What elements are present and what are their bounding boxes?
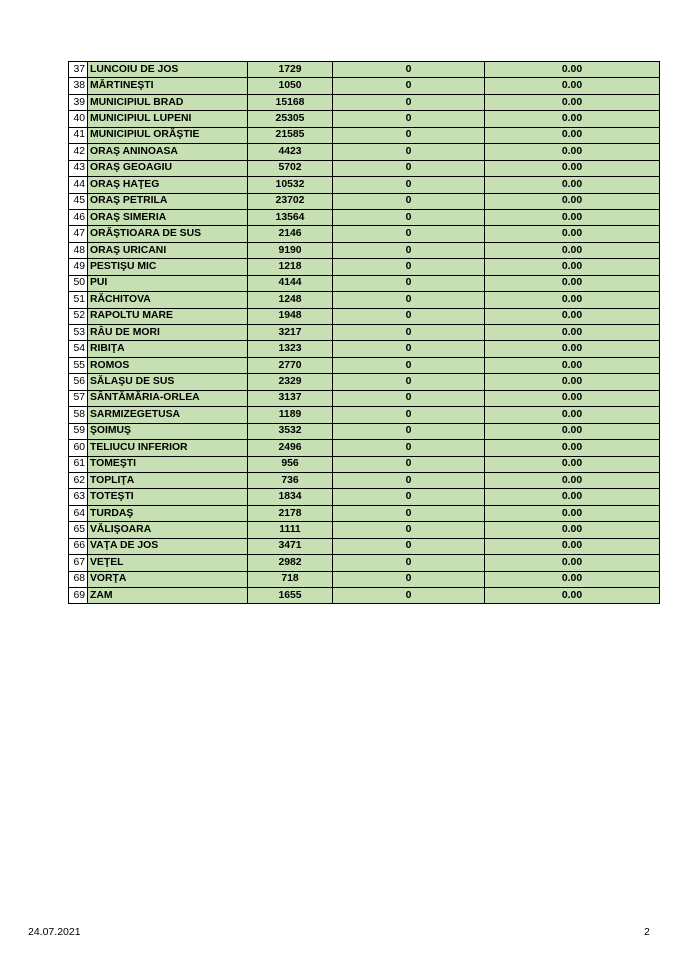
rate-cell: 0.00 [485,407,660,423]
locality-name-cell: VĂLIŞOARA [88,522,248,538]
row-index-cell: 65 [69,522,88,538]
population-cell: 10532 [248,177,333,193]
locality-name-cell: MUNICIPIUL ORĂŞTIE [88,127,248,143]
table-row [69,78,660,94]
population-cell: 956 [248,456,333,472]
table-row [69,209,660,225]
population-cell: 23702 [248,193,333,209]
cases-cell: 0 [333,555,485,571]
rate-cell: 0.00 [485,292,660,308]
cases-cell: 0 [333,144,485,160]
population-cell: 25305 [248,111,333,127]
population-cell: 1834 [248,489,333,505]
table-row [69,588,660,604]
row-index-cell: 55 [69,357,88,373]
rate-cell: 0.00 [485,94,660,110]
row-index-cell: 66 [69,538,88,554]
table-row [69,160,660,176]
population-cell: 2770 [248,357,333,373]
locality-name-cell: PUI [88,275,248,291]
table-row [69,177,660,193]
row-index-cell: 51 [69,292,88,308]
rate-cell: 0.00 [485,242,660,258]
population-cell: 1655 [248,588,333,604]
locality-name-cell: MUNICIPIUL LUPENI [88,111,248,127]
cases-cell: 0 [333,505,485,521]
locality-name-cell: ORAŞ URICANI [88,242,248,258]
rate-cell: 0.00 [485,423,660,439]
row-index-cell: 68 [69,571,88,587]
table-row [69,440,660,456]
locality-name-cell: VAŢA DE JOS [88,538,248,554]
rate-cell: 0.00 [485,341,660,357]
locality-name-cell: TOMEŞTI [88,456,248,472]
rate-cell: 0.00 [485,538,660,554]
localities-table [68,61,660,604]
population-cell: 15168 [248,94,333,110]
locality-name-cell: LUNCOIU DE JOS [88,62,248,78]
cases-cell: 0 [333,456,485,472]
cases-cell: 0 [333,177,485,193]
cases-cell: 0 [333,440,485,456]
locality-name-cell: ORAŞ GEOAGIU [88,160,248,176]
cases-cell: 0 [333,489,485,505]
cases-cell: 0 [333,522,485,538]
table-row [69,144,660,160]
population-cell: 1248 [248,292,333,308]
rate-cell: 0.00 [485,390,660,406]
locality-name-cell: ORĂŞTIOARA DE SUS [88,226,248,242]
population-cell: 3471 [248,538,333,554]
row-index-cell: 48 [69,242,88,258]
row-index-cell: 45 [69,193,88,209]
rate-cell: 0.00 [485,588,660,604]
row-index-cell: 49 [69,259,88,275]
locality-name-cell: ORAŞ SIMERIA [88,209,248,225]
population-cell: 9190 [248,242,333,258]
rate-cell: 0.00 [485,456,660,472]
rate-cell: 0.00 [485,144,660,160]
cases-cell: 0 [333,160,485,176]
table-row [69,571,660,587]
cases-cell: 0 [333,259,485,275]
rate-cell: 0.00 [485,308,660,324]
rate-cell: 0.00 [485,193,660,209]
row-index-cell: 44 [69,177,88,193]
rate-cell: 0.00 [485,111,660,127]
row-index-cell: 47 [69,226,88,242]
population-cell: 1729 [248,62,333,78]
cases-cell: 0 [333,423,485,439]
table-row [69,472,660,488]
locality-name-cell: MUNICIPIUL BRAD [88,94,248,110]
row-index-cell: 41 [69,127,88,143]
population-cell: 4423 [248,144,333,160]
locality-name-cell: RAPOLTU MARE [88,308,248,324]
rate-cell: 0.00 [485,160,660,176]
row-index-cell: 63 [69,489,88,505]
table-row [69,407,660,423]
table-body [69,62,660,604]
table-row [69,423,660,439]
row-index-cell: 56 [69,374,88,390]
population-cell: 1323 [248,341,333,357]
locality-name-cell: ORAŞ PETRILA [88,193,248,209]
locality-name-cell: TOPLIŢA [88,472,248,488]
locality-name-cell: RĂCHITOVA [88,292,248,308]
locality-name-cell: TELIUCU INFERIOR [88,440,248,456]
rate-cell: 0.00 [485,440,660,456]
row-index-cell: 43 [69,160,88,176]
locality-name-cell: SÂNTĂMĂRIA-ORLEA [88,390,248,406]
cases-cell: 0 [333,308,485,324]
row-index-cell: 53 [69,325,88,341]
rate-cell: 0.00 [485,259,660,275]
locality-name-cell: TOTEŞTI [88,489,248,505]
cases-cell: 0 [333,292,485,308]
population-cell: 2178 [248,505,333,521]
table-row [69,538,660,554]
locality-name-cell: ORAŞ ANINOASA [88,144,248,160]
cases-cell: 0 [333,94,485,110]
table-row [69,127,660,143]
locality-name-cell: RIBIŢA [88,341,248,357]
population-cell: 1948 [248,308,333,324]
rate-cell: 0.00 [485,357,660,373]
rate-cell: 0.00 [485,489,660,505]
row-index-cell: 52 [69,308,88,324]
row-index-cell: 57 [69,390,88,406]
row-index-cell: 69 [69,588,88,604]
row-index-cell: 64 [69,505,88,521]
rate-cell: 0.00 [485,226,660,242]
population-cell: 736 [248,472,333,488]
cases-cell: 0 [333,571,485,587]
table-row [69,456,660,472]
table-row [69,226,660,242]
table-row [69,111,660,127]
cases-cell: 0 [333,538,485,554]
locality-name-cell: ŞOIMUŞ [88,423,248,439]
table-row [69,555,660,571]
population-cell: 3532 [248,423,333,439]
table-row [69,275,660,291]
population-cell: 3137 [248,390,333,406]
cases-cell: 0 [333,407,485,423]
population-cell: 2982 [248,555,333,571]
locality-name-cell: ROMOS [88,357,248,373]
row-index-cell: 61 [69,456,88,472]
table-row [69,94,660,110]
table-row [69,374,660,390]
rate-cell: 0.00 [485,555,660,571]
table-row [69,193,660,209]
rate-cell: 0.00 [485,127,660,143]
row-index-cell: 40 [69,111,88,127]
population-cell: 718 [248,571,333,587]
rate-cell: 0.00 [485,374,660,390]
table-row [69,308,660,324]
table-row [69,242,660,258]
row-index-cell: 67 [69,555,88,571]
rate-cell: 0.00 [485,472,660,488]
rate-cell: 0.00 [485,522,660,538]
table-row [69,62,660,78]
table-row [69,390,660,406]
rate-cell: 0.00 [485,177,660,193]
population-cell: 1189 [248,407,333,423]
rate-cell: 0.00 [485,209,660,225]
cases-cell: 0 [333,390,485,406]
table-row [69,522,660,538]
locality-name-cell: VORŢA [88,571,248,587]
population-cell: 13564 [248,209,333,225]
row-index-cell: 42 [69,144,88,160]
cases-cell: 0 [333,127,485,143]
locality-name-cell: MĂRTINEŞTI [88,78,248,94]
row-index-cell: 37 [69,62,88,78]
locality-name-cell: VEŢEL [88,555,248,571]
table-row [69,505,660,521]
table-row [69,292,660,308]
population-cell: 2146 [248,226,333,242]
cases-cell: 0 [333,111,485,127]
rate-cell: 0.00 [485,275,660,291]
row-index-cell: 62 [69,472,88,488]
cases-cell: 0 [333,62,485,78]
cases-cell: 0 [333,357,485,373]
row-index-cell: 38 [69,78,88,94]
locality-name-cell: SARMIZEGETUSA [88,407,248,423]
footer-date: 24.07.2021 [28,926,81,938]
cases-cell: 0 [333,341,485,357]
locality-name-cell: TURDAŞ [88,505,248,521]
locality-name-cell: ZAM [88,588,248,604]
locality-name-cell: RÂU DE MORI [88,325,248,341]
table-row [69,325,660,341]
rate-cell: 0.00 [485,62,660,78]
cases-cell: 0 [333,275,485,291]
cases-cell: 0 [333,588,485,604]
rate-cell: 0.00 [485,505,660,521]
locality-name-cell: ORAŞ HAŢEG [88,177,248,193]
table-row [69,489,660,505]
cases-cell: 0 [333,325,485,341]
population-cell: 4144 [248,275,333,291]
cases-cell: 0 [333,374,485,390]
rate-cell: 0.00 [485,78,660,94]
row-index-cell: 50 [69,275,88,291]
row-index-cell: 46 [69,209,88,225]
population-cell: 2496 [248,440,333,456]
row-index-cell: 39 [69,94,88,110]
row-index-cell: 58 [69,407,88,423]
cases-cell: 0 [333,472,485,488]
population-cell: 5702 [248,160,333,176]
row-index-cell: 54 [69,341,88,357]
cases-cell: 0 [333,78,485,94]
cases-cell: 0 [333,226,485,242]
table-row [69,259,660,275]
rate-cell: 0.00 [485,325,660,341]
population-cell: 21585 [248,127,333,143]
rate-cell: 0.00 [485,571,660,587]
cases-cell: 0 [333,209,485,225]
cases-cell: 0 [333,193,485,209]
population-cell: 1050 [248,78,333,94]
locality-name-cell: SĂLAŞU DE SUS [88,374,248,390]
locality-name-cell: PESTIŞU MIC [88,259,248,275]
table-row [69,341,660,357]
population-cell: 1111 [248,522,333,538]
footer-page-number: 2 [644,926,650,938]
population-cell: 1218 [248,259,333,275]
population-cell: 2329 [248,374,333,390]
row-index-cell: 59 [69,423,88,439]
cases-cell: 0 [333,242,485,258]
table-row [69,357,660,373]
row-index-cell: 60 [69,440,88,456]
population-cell: 3217 [248,325,333,341]
